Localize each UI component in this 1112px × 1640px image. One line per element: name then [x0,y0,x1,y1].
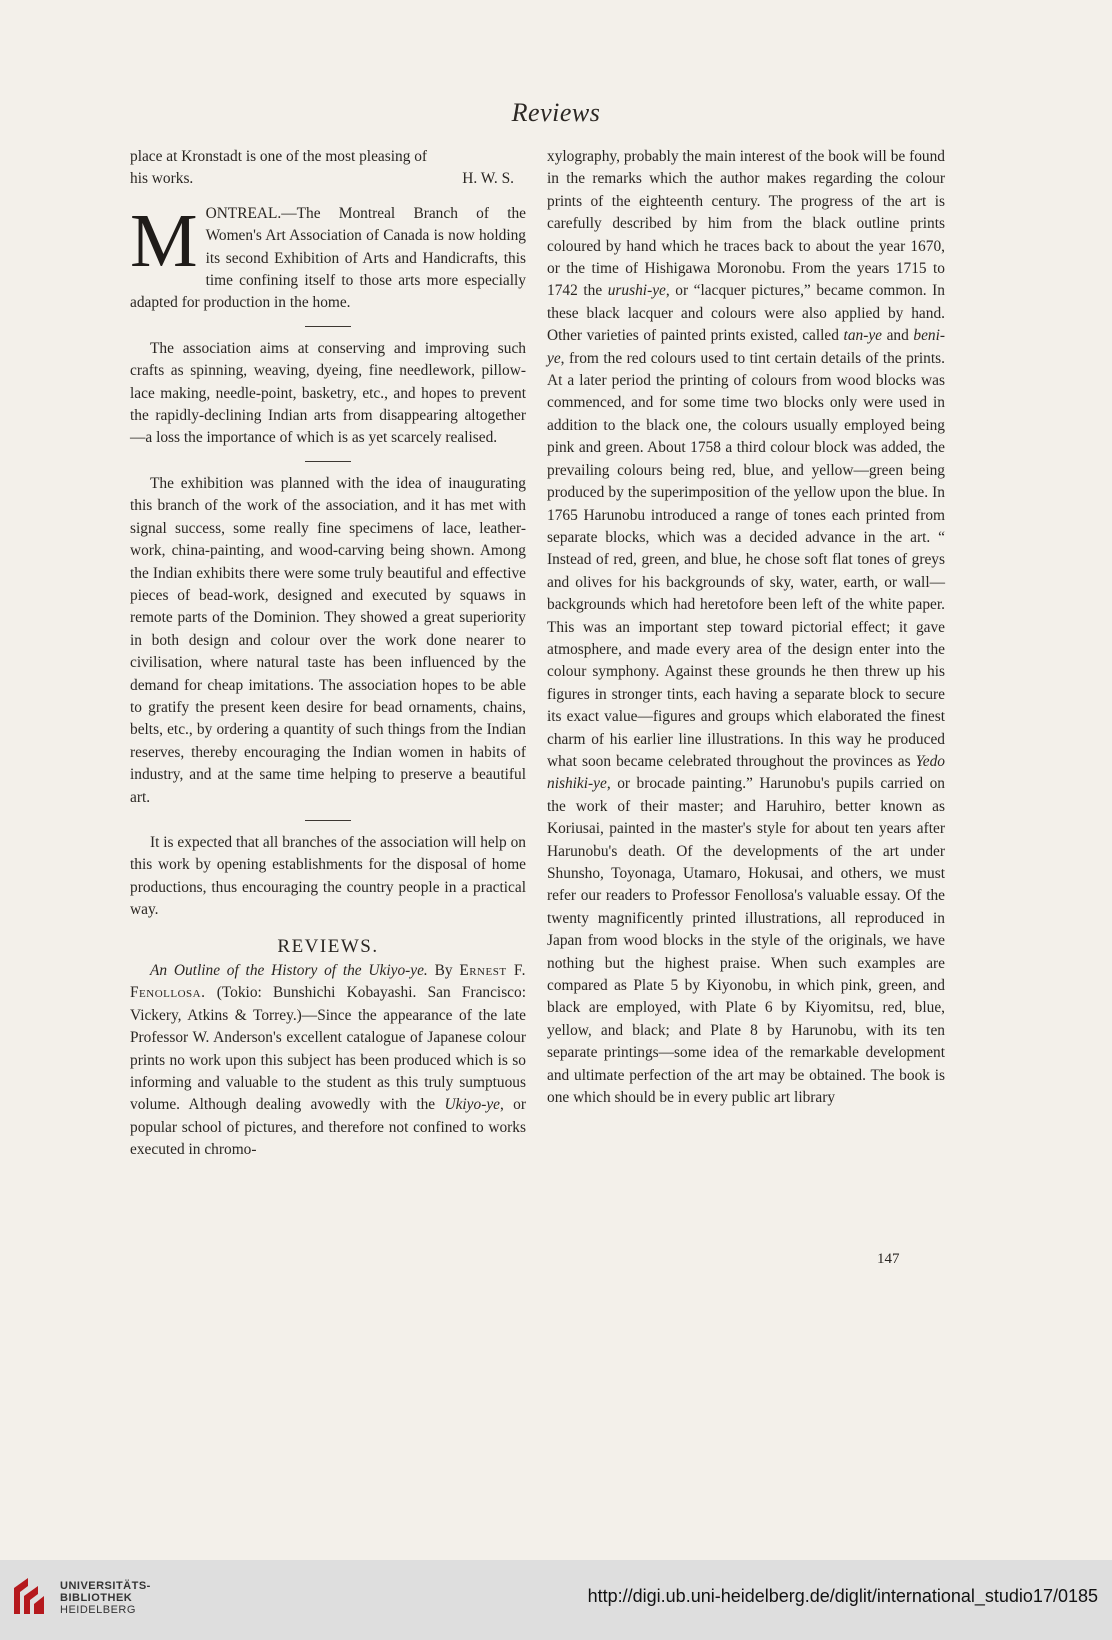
review-ukiyo-term: Ukiyo-ye [444,1096,500,1114]
permalink-url[interactable]: http://digi.ub.uni-heidelberg.de/diglit/international_studio17/0185 [587,1586,1098,1606]
review-text-5: , or brocade painting.” Harunobu's pupils carried on the work of their master; and Haruhiro, better known as Koriusai, painted in the master's style for about ten years after Harunobu's death. Of the developments of the art under Shunsho, Toyonaga, Utamaro, Hokusai, and others, we must refer our readers to Professor Fenollosa's valuable essay. Of the twenty magnificently printed illustrations, all reproduced in Japan from wood blocks in the style of the originals, we have nothing but the highest praise. When such examples are compared as Plate 5 by Kiyonobu, in which pink, green, and black are employed, with Plate 6 by Kiyomitsu, red, blue, yellow, and black; and Plate 8 by Harunobu, with its ten separate printings—some idea of the remarkable development and ultimate perfection of the art may be obtained. The book is one which should be in every public art library [547,775,945,1107]
drop-cap: M [130,198,198,283]
left-column [130,146,526,1162]
review-title: An Outline of the History of the Ukiyo-ye. [150,962,428,979]
term-beni-ye: beni-ye [547,327,946,367]
section-divider [305,461,351,462]
association-paragraph: The association aims at conserving and improving such crafts as spinning, weaving, dyeing, fine needlework, pillow-lace making, needle-point, basketry, etc., and hopes to prevent the rapidly-declining Indian arts from disappearing altogether —a loss the importance of which is as yet scarcely realised. [130,339,526,447]
opening-paragraph: place at Kronstadt is one of the most pleasing of [130,148,428,165]
term-yedo-nishiki-ye: Yedo nishiki-ye [547,752,945,793]
library-name [60,1580,151,1616]
review-author: Ernest F. Fenollosa. [130,962,526,1002]
review-text-3: and [882,327,914,345]
exhibition-paragraph: The exhibition was planned with the idea of inaugurating this branch of the work of the association, and it has met with signal success, some really fine specimens of lace, leather-work, china-painting, and wood-carving being shown. Among the Indian exhibits there were some truly beautiful and effective pieces of bead-work, designed and executed by squaws in remote parts of the Dominion. They showed a great superiority in both design and colour over the work done nearer to civilisation, where natural taste has been influenced by the demand for cheap imitations. The association hopes to be able to gratify the present keen desire for bead ornaments, chains, belts, etc., by ordering a quantity of such things from the Indian reserves, thereby encouraging the Indian women in habits of industry, and at the same time helping to preserve a beautiful art. [130,474,526,806]
term-urushi-ye: urushi-ye [607,282,666,300]
review-tail: , or popular school of pictures, and therefore not confined to works executed in chromo- [130,1096,526,1159]
signoff-initials: H. W. S. [462,170,514,188]
montreal-paragraph [130,198,526,315]
signoff-line [130,168,526,190]
library-name-line-2: BIBLIOTHEK [60,1592,133,1604]
section-divider [305,820,351,821]
term-tan-ye: tan-ye [843,327,883,345]
signoff-text: his works. [130,170,194,188]
review-publisher: (Tokio: Bunshichi Kobayashi. San Francisco: Vickery, Atkins & Torrey.)—Since the appearance of the late Professor W. Anderson's excellent catalogue of Japanese colour prints no work upon this subject has been produced which is so informing and valuable to the student as this truly sumptuous volume. Although dealing avowedly with the [130,984,526,1114]
review-paragraph [130,960,526,1162]
review-by: By [427,962,460,979]
review-continuation [547,146,945,1109]
reviews-heading: REVIEWS. [277,935,379,957]
library-name-line-1: UNIVERSITÄTS- [60,1580,151,1592]
footer-bar [0,1560,1112,1640]
library-name-line-3: HEIDELBERG [60,1604,136,1616]
review-text-2: , or “lacquer pictures,” became common. In these black lacquer and colours were also applied by hand. Other varieties of painted prints existed, called [547,282,945,345]
library-logo-icon [10,1574,48,1618]
right-column [547,146,945,1109]
expected-paragraph: It is expected that all branches of the association will help on this work by opening establishments for the disposal of home productions, thus encouraging the country people in a practical way. [130,833,526,919]
page-number: 147 [877,1251,900,1267]
montreal-text: ONTREAL.—The Montreal Branch of the Women's Art Association of Canada is now holding its second Exhibition of Arts and Handicrafts, this time confining itself to those arts more especially adapted for production in the home. [130,204,526,312]
review-text-4: , from the red colours used to tint certain details of the prints. At a later period the printing of colours from wood blocks was commenced, and for some time two blocks only were used in addition to the black one, the colours usually employed being pink and green. About 1758 a third colour block was added, the prevailing colours being red, blue, and yellow—green being produced by the superimposition of the yellow upon the blue. In 1765 Harunobu introduced a range of tones each printed from separate blocks, which was a decided advance in the art. “ Instead of red, green, and blue, he chose soft flat tones of greys and olives for his backgrounds of sky, water, earth, or wall—backgrounds which had heretofore been left of the white paper. This was an important step toward pictorial effect; it gave atmosphere, and made every area of the design enter into the colour symphony. Against these grounds he then threw up his figures in stronger tints, each having a separate block to secure its exact value—figures and groups which elaborated the finest charm of his earlier line illustrations. In this way he produced what soon became celebrated throughout the provinces as [547,349,945,770]
section-divider [305,326,351,327]
review-text-1: xylography, probably the main interest of the book will be found in the remarks which the author makes regarding the colour prints of the eighteenth century. The progress of the art is carefully described by him from the black outline prints coloured by hand which he traces back to about the year 1670, or the time of Hishigawa Moronobu. From the years 1715 to 1742 the [547,148,945,300]
running-head: Reviews [511,98,601,127]
